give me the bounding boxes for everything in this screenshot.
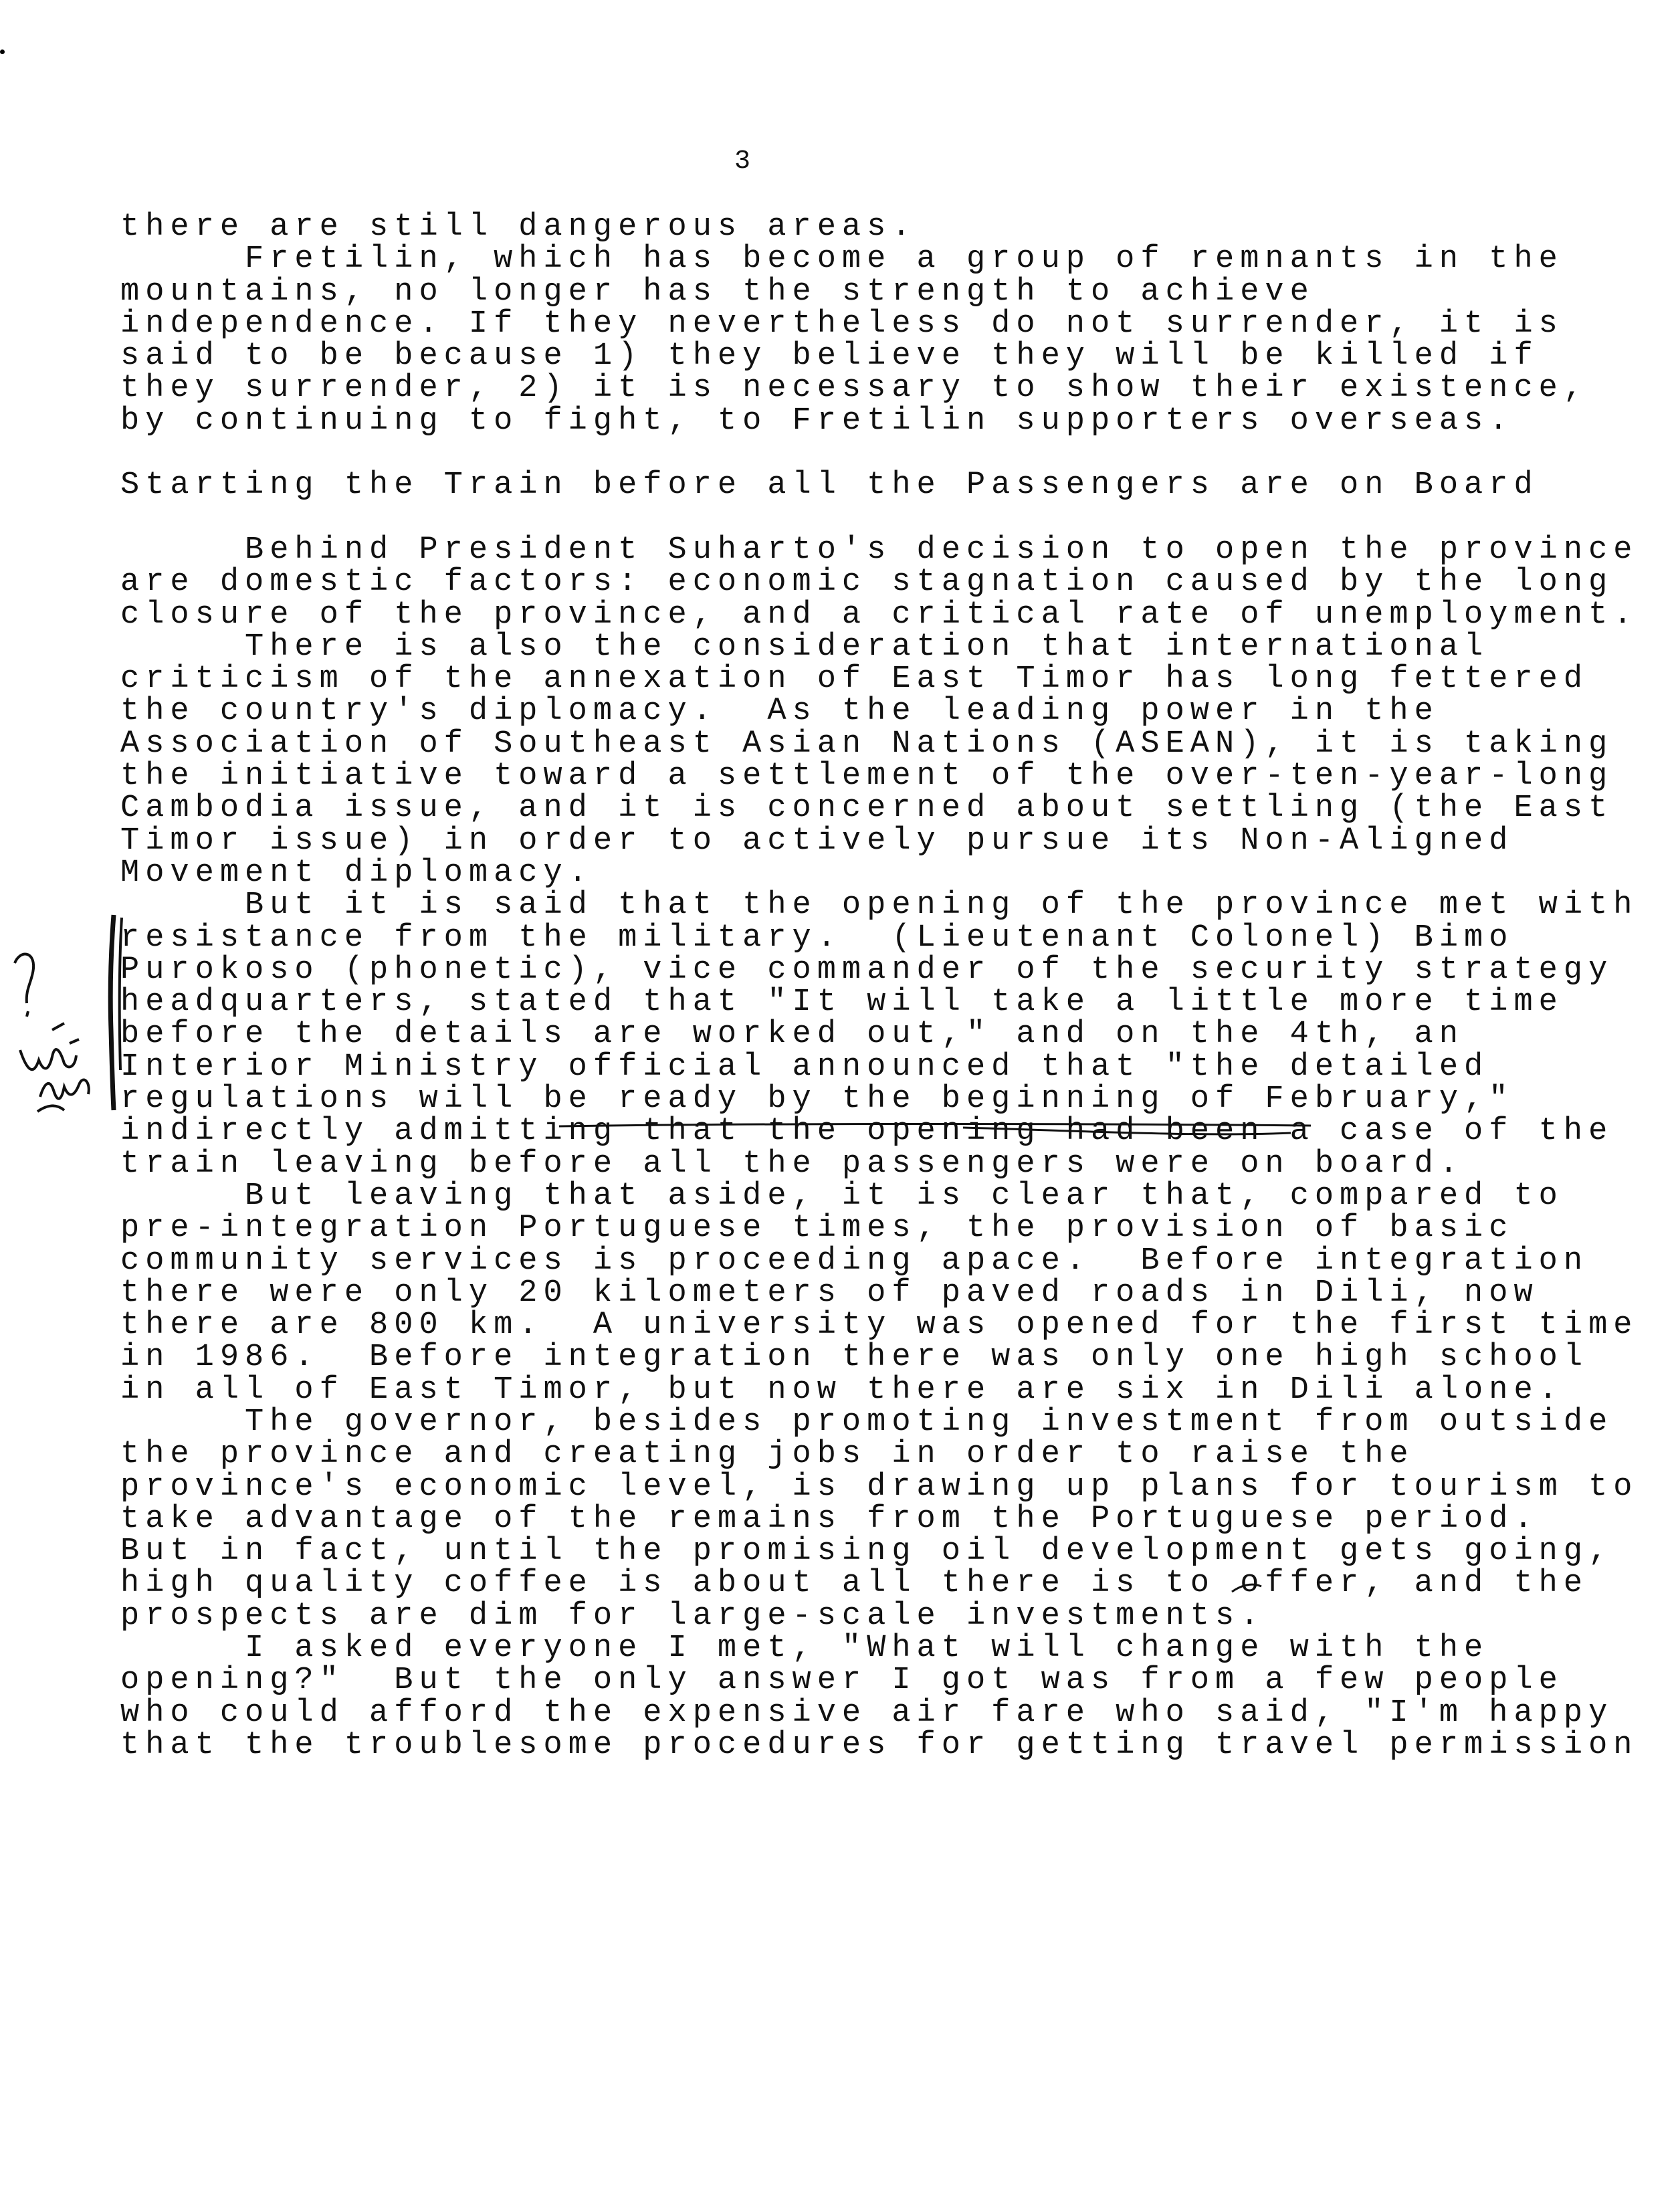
- text-line: mountains, no longer has the strength to achieve: [120, 274, 1315, 310]
- text-line: closure of the province, and a critical rate of unemployment.: [120, 597, 1639, 633]
- text-line: by continuing to fight, to Fretilin supporters overseas.: [120, 403, 1514, 439]
- text-line: Purokoso (phonetic), vice commander of the security strategy: [120, 952, 1614, 988]
- text-line: criticism of the annexation of East Timor has long fettered: [120, 661, 1589, 698]
- text-line: Fretilin, which has become a group of remnants in the: [120, 241, 1564, 278]
- text-line: Timor issue) in order to actively pursue its Non-Aligned: [120, 823, 1514, 859]
- margin-scribble-who: [20, 1039, 79, 1069]
- margin-scribble-question: [15, 954, 33, 1017]
- text-line: province's economic level, is drawing up plans for tourism to: [120, 1469, 1639, 1505]
- text-line: in 1986. Before integration there was only one high school: [120, 1340, 1589, 1376]
- text-line: But leaving that aside, it is clear that, compared to: [120, 1178, 1564, 1214]
- text-line: There is also the consideration that international: [120, 629, 1489, 665]
- margin-scribble-how: [37, 1080, 89, 1112]
- text-line: the initiative toward a settlement of the over-ten-year-long: [120, 758, 1614, 795]
- text-line: Starting the Train before all the Passengers are on Board: [120, 467, 1539, 504]
- text-line: train leaving before all the passengers were on board.: [120, 1146, 1465, 1182]
- margin-scribble-tick: [52, 1023, 64, 1030]
- text-line: regulations will be ready by the beginning of February,": [120, 1081, 1514, 1118]
- text-line: The governor, besides promoting investment from outside: [120, 1404, 1614, 1440]
- text-line: Cambodia issue, and it is concerned about settling (the East: [120, 791, 1614, 827]
- body-text: [120, 209, 1639, 1763]
- text-line: [120, 437, 1632, 470]
- scan-speck: [0, 49, 5, 54]
- text-line: opening?" But the only answer I got was from a few people: [120, 1663, 1564, 1699]
- text-line: that the troublesome procedures for getting travel permission: [120, 1727, 1639, 1763]
- text-line: independence. If they nevertheless do not surrender, it is: [120, 306, 1564, 342]
- text-line: Behind President Suharto's decision to open the province: [120, 532, 1639, 568]
- text-line: prospects are dim for large-scale investments.: [120, 1598, 1265, 1634]
- text-line: Interior Ministry official announced that "the detailed: [120, 1049, 1489, 1085]
- text-line: the country's diplomacy. As the leading power in the: [120, 694, 1439, 730]
- margin-bar: [110, 915, 114, 1110]
- text-line: pre-integration Portuguese times, the provision of basic: [120, 1211, 1514, 1247]
- text-line: there are still dangerous areas.: [120, 209, 917, 245]
- text-line: indirectly admitting that the opening had been a case of the: [120, 1114, 1614, 1150]
- page-number: 3: [734, 146, 751, 177]
- text-line: resistance from the military. (Lieutenant Colonel) Bimo: [120, 920, 1514, 956]
- text-line: high quality coffee is about all there is to offer, and the: [120, 1566, 1589, 1602]
- text-line: But it is said that the opening of the province met with: [120, 888, 1639, 924]
- text-line: are domestic factors: economic stagnation caused by the long: [120, 564, 1614, 601]
- text-line: I asked everyone I met, "What will change with the: [120, 1631, 1489, 1667]
- text-line: who could afford the expensive air fare who said, "I'm happy: [120, 1695, 1614, 1731]
- text-line: take advantage of the remains from the Portuguese period.: [120, 1501, 1539, 1537]
- text-line: But in fact, until the promising oil development gets going,: [120, 1534, 1614, 1570]
- text-line: they surrender, 2) it is necessary to show their existence,: [120, 371, 1589, 407]
- text-line: Association of Southeast Asian Nations (ASEAN), it is taking: [120, 726, 1614, 762]
- text-line: the province and creating jobs in order to raise the: [120, 1437, 1414, 1473]
- text-line: headquarters, stated that "It will take a little more time: [120, 984, 1564, 1021]
- text-line: there are 800 km. A university was opened for the first time: [120, 1308, 1639, 1344]
- text-line: Movement diplomacy.: [120, 855, 593, 891]
- text-line: [120, 502, 1632, 534]
- text-line: there were only 20 kilometers of paved roads in Dili, now: [120, 1275, 1539, 1311]
- text-line: in all of East Timor, but now there are six in Dili alone.: [120, 1372, 1564, 1408]
- text-line: said to be because 1) they believe they will be killed if: [120, 338, 1539, 375]
- text-line: community services is proceeding apace. Before integration: [120, 1243, 1589, 1279]
- text-line: before the details are worked out," and on the 4th, an: [120, 1017, 1465, 1053]
